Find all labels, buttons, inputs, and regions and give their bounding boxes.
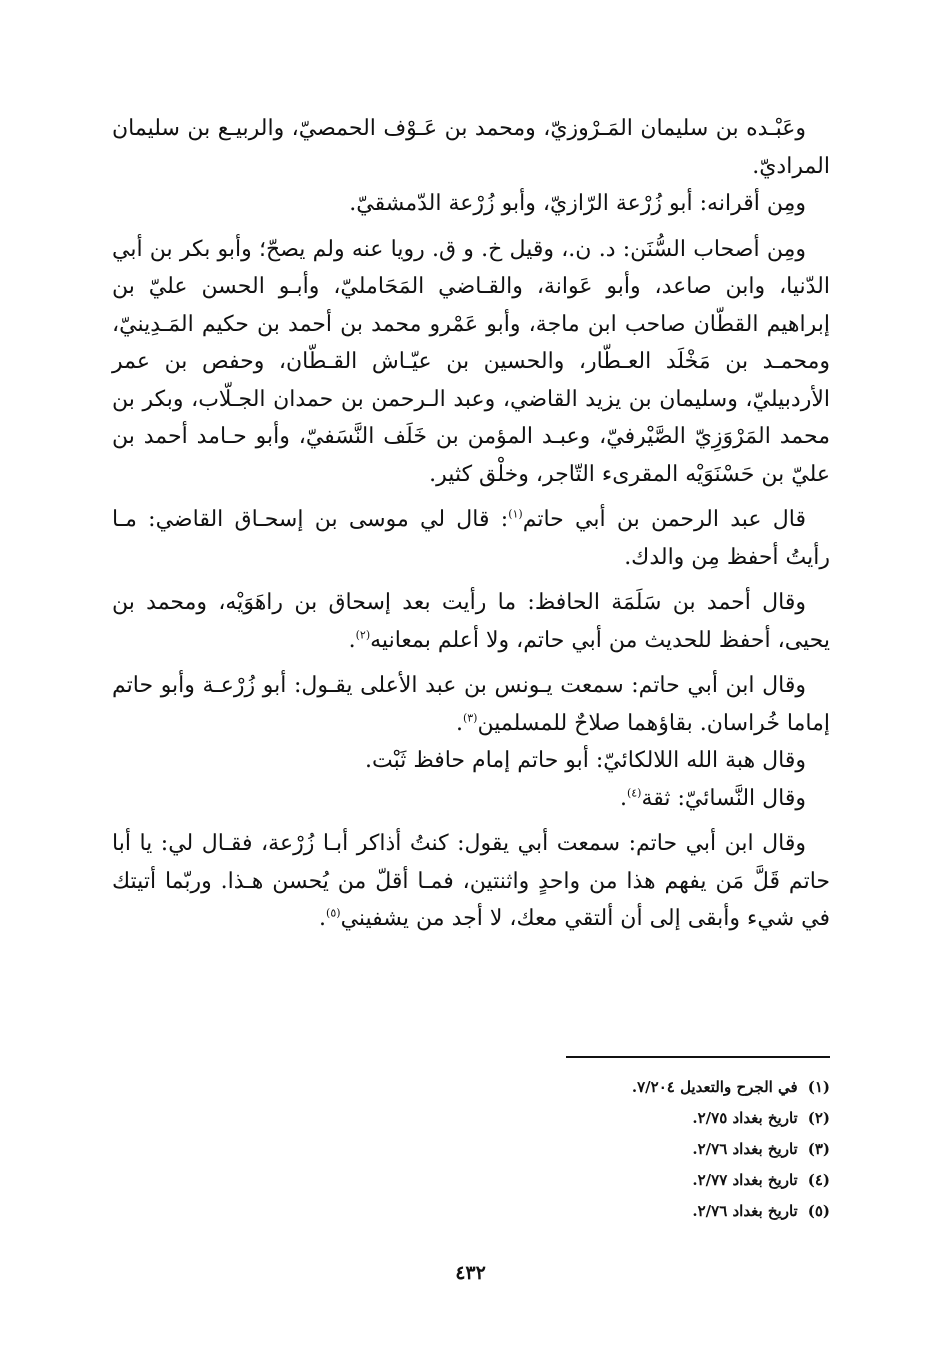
footnote-text: تاريخ بغداد ٢/٧٧. [692, 1171, 798, 1189]
paragraph-students-list-end: وعَبْـده بن سليمان المَـرْوزيّ، ومحمد بن عَـوْف الحمصيّ، والربيـع بن سليمان المراديّ. [112, 116, 830, 179]
footnote-number: (٥) [807, 1202, 830, 1220]
paragraph-sunan-narrators: ومِن أصحاب السُّنَن: د. ن.، وقيل خ. و ق. رويا عنه ولم يصحّ؛ وأبو بكر بن أبي الدّنيا، وابن صاعد، وأبو عَوانة، والقـاضي المَحَامليّ، وأبـو الحسن عليّ بن إبراهيم القطّان صاحب ابن ماجة، وأبو عَمْرو محمد بن أحمد بن حكيم المَـدِينيّ، ومحمـد بن مَخْلَد العـطّار، والحسين بن عيّـاش القـطّان، وحفص بن عمر الأردبيليّ، وسليمان بن يزيد القاضي، وعبد الـرحمن بن حمدان الجـلّاب، وبكر بن محمد المَرْوَزِيّ الصَّيْرفيّ، وعبـد المؤمن بن خَلَف النَّسَفيّ، وأبو حـامد أحمد بن عليّ بن حَسْنَوَيْه المقرىء التّاجر، وخلْق كثير. [112, 236, 830, 487]
footnote-divider [566, 1056, 830, 1058]
paragraph-quote-1: قال عبد الرحمن بن أبي حاتم$^{(١)}$: قال لي موسى بن إسحـاق القاضي: مـا رأيتُ أحفظ مِن والدك. [112, 507, 830, 570]
main-text-body [112, 110, 830, 938]
paragraph-peers: ومِن أقرانه: أبو زُرْعة الرّازيّ، وأبو زُرْعة الدّمشقيّ. [349, 191, 806, 216]
footnote-item [430, 1103, 830, 1134]
footnote-number: (١) [807, 1078, 830, 1096]
paragraph-quote-2: وقال أحمد بن سَلَمَة الحافظ: ما رأيت بعد إسحاق بن راهَوَيْه، ومحمد بن يحيى، أحفظ للحديث من أبي حاتم، ولا أعلم بمعانيه$^{(٢)}$. [112, 590, 830, 653]
footnote-item [430, 1196, 830, 1227]
footnote-number: (٣) [807, 1140, 830, 1158]
footnote-ref-2: (٢) [355, 628, 371, 642]
footnote-text: تاريخ بغداد ٢/٧٦. [692, 1202, 798, 1220]
footnote-number: (٢) [807, 1109, 830, 1127]
paragraph-quote-4: وقال هبة الله اللالكائيّ: أبو حاتم إمام حافظ ثَبْت. [364, 748, 806, 773]
footnote-item [430, 1134, 830, 1165]
footnote-ref-4: (٤) [626, 786, 642, 800]
paragraph-quote-3: وقال ابن أبي حاتم: سمعت يـونس بن عبد الأعلى يقـول: أبو زُرْعـة وأبو حاتم إماما خُراسان. بقاؤهما صلاحٌ للمسلمين$^{(٣)}$. [112, 673, 830, 736]
paragraph-quote-5: وقال النَّسائيّ: ثقة$^{(٤)}$. [619, 785, 806, 811]
page-number: ٤٣٢ [455, 1262, 486, 1284]
footnote-ref-3: (٣) [462, 711, 478, 725]
footnotes [430, 1072, 830, 1227]
paragraph-quote-6: وقال ابن أبي حاتم: سمعت أبي يقول: كنتُ أذاكر أبـا زُرْعة، فقـال لي: يا أبا حاتم قَلَّ مَن يفهم هذا من واحدٍ واثنتين، فمـا أقلّ من يُحسن هـذا. وربّما أتيتك في شيء وأبقى إلى أن ألتقي معك، لا أجد من يشفيني$^{(٥)}$. [112, 831, 830, 931]
footnote-number: (٤) [807, 1171, 830, 1189]
footnote-item [430, 1165, 830, 1196]
footnote-ref-1: (١) [508, 507, 523, 521]
footnote-text: تاريخ بغداد ٢/٧٥. [692, 1109, 798, 1127]
footnote-item [430, 1072, 830, 1103]
footnote-text: تاريخ بغداد ٢/٧٦. [692, 1140, 798, 1158]
footnote-ref-5: (٥) [326, 906, 341, 920]
footnote-text: في الجرح والتعديل ٧/٢٠٤. [631, 1078, 798, 1096]
